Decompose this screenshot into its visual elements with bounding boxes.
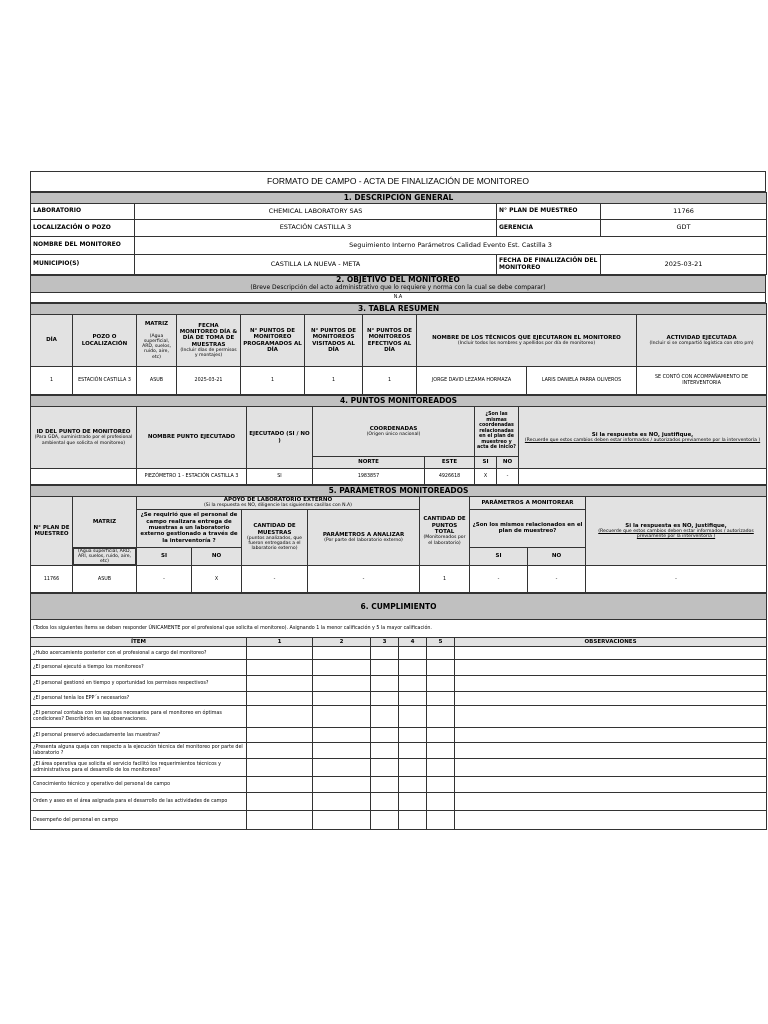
score-1-cell[interactable]	[247, 706, 313, 728]
section-puntos-monitoreados	[30, 395, 767, 485]
section3-header: 3. TABLA RESUMEN	[31, 304, 767, 315]
cell-si: -	[137, 566, 192, 593]
table-row	[31, 692, 767, 706]
item-text: ¿Hubo acercamiento posterior con el profesional a cargo del monitoreo?	[31, 647, 247, 660]
cell-programados: 1	[241, 367, 305, 395]
section-parametros-monitoreados	[30, 485, 767, 593]
score-5-cell[interactable]	[427, 706, 455, 728]
col-tecnicos	[417, 315, 637, 367]
score-1-cell[interactable]	[247, 660, 313, 676]
col-mismos: ¿Son los mismos relacionados en el plan de muestreo?	[470, 509, 586, 547]
col-mismas-coordenadas: ¿Son las mismas coordenadas relacionadas en el plan de muestreo y acta de inicio?	[475, 407, 519, 457]
monitoreo-label: NOMBRE DEL MONITOREO	[31, 237, 135, 255]
col-apoyo	[137, 497, 420, 510]
cell-fecha: 2025-03-21	[177, 367, 241, 395]
cell-matriz: ASUB	[137, 367, 177, 395]
section-objetivo	[30, 275, 766, 303]
score-3-cell[interactable]	[371, 660, 399, 676]
col-justifique-sub: (Recuerde que estos cambios deben estar informados / autorizados previamente por la interventoría )	[524, 438, 761, 444]
col-tecnicos-title: NOMBRE DE LOS TÉCNICOS QUE EJECUTARON EL MONITOREO	[432, 334, 621, 341]
score-2-cell[interactable]	[313, 692, 371, 706]
score-1-cell[interactable]	[247, 676, 313, 692]
table-row	[31, 469, 767, 485]
score-3-cell[interactable]	[371, 692, 399, 706]
col-justifique-sub: (Recuerde que estos cambios deben estar informados / autorizados previamente por la interventoría )	[598, 529, 754, 540]
col-monitorear: PARÁMETROS A MONITOREAR	[470, 497, 586, 510]
score-2-cell[interactable]	[313, 777, 371, 793]
col-no: NO	[192, 547, 242, 566]
col-total-title: CANTIDAD DE PUNTOS TOTAL	[423, 516, 466, 536]
cell-nombre: PIEZÓMETRO 1 - ESTACIÓN CASTILLA 3	[137, 469, 247, 485]
score-3-cell[interactable]	[371, 777, 399, 793]
col-parametros-sub: (Por parte del laboratorio externo)	[324, 538, 403, 544]
fecha-label: FECHA DE FINALIZACIÓN DEL MONITOREO	[497, 255, 601, 275]
score-4-cell[interactable]	[399, 743, 427, 759]
col-id-title: ID DEL PUNTO DE MONITOREO	[36, 429, 131, 436]
score-2-cell[interactable]	[313, 706, 371, 728]
col-fecha	[177, 315, 241, 367]
cell-no: X	[192, 566, 242, 593]
score-2-cell[interactable]	[313, 676, 371, 692]
cell-si: X	[475, 469, 497, 485]
cell-justifique	[519, 469, 767, 485]
score-1-cell[interactable]	[247, 692, 313, 706]
score-2-cell[interactable]	[313, 793, 371, 811]
table-row	[31, 706, 767, 728]
col-score-1: 1	[247, 638, 313, 647]
score-4-cell[interactable]	[399, 728, 427, 743]
cell-tecnico-1: JORGE DAVID LEZAMA HORMAZA	[417, 367, 527, 395]
col-coordenadas-title: COORDENADAS	[369, 425, 418, 432]
score-4-cell[interactable]	[399, 706, 427, 728]
score-5-cell[interactable]	[427, 728, 455, 743]
localizacion-value: ESTACIÓN CASTILLA 3	[135, 220, 497, 237]
col-visitados: N° PUNTOS DE MONITOREOS VISITADOS AL DÍA	[305, 315, 363, 367]
score-1-cell[interactable]	[247, 759, 313, 777]
col-justifique	[586, 497, 767, 566]
table-row	[31, 367, 767, 395]
fecha-value: 2025-03-21	[601, 255, 767, 275]
municipio-value: CASTILLA LA NUEVA - META	[135, 255, 497, 275]
score-2-cell[interactable]	[313, 811, 371, 830]
score-3-cell[interactable]	[371, 811, 399, 830]
section2-subtitle: (Breve Descripción del acto administrativo que lo requiere y norma con la cual se debe comparar)	[250, 283, 546, 291]
score-4-cell[interactable]	[399, 647, 427, 660]
score-3-cell[interactable]	[371, 706, 399, 728]
table-row	[31, 777, 767, 793]
col-norte: NORTE	[313, 457, 425, 469]
monitoreo-value: Seguimiento Interno Parámetros Calidad Evento Est. Castilla 3	[135, 237, 767, 255]
cell-efectivos: 1	[363, 367, 417, 395]
col-coordenadas	[313, 407, 475, 457]
col-item: ÍTEM	[31, 638, 247, 647]
score-4-cell[interactable]	[399, 777, 427, 793]
observaciones-cell[interactable]	[455, 811, 767, 830]
col-mismos-no: NO	[528, 547, 586, 566]
cell-actividad: SE CONTÓ CON ACOMPAÑAMIENTO DE INTERVENTORIA	[637, 367, 767, 395]
col-dia: DÍA	[31, 315, 73, 367]
col-plan: N° PLAN DE MUESTREO	[31, 497, 73, 566]
col-cantidad-title: CANTIDAD DE MUESTRAS	[253, 523, 296, 536]
col-programados: N° PUNTOS DE MONITOREO PROGRAMADOS AL DÍA	[241, 315, 305, 367]
score-2-cell[interactable]	[313, 743, 371, 759]
col-si: SI	[137, 547, 192, 566]
observaciones-cell[interactable]	[455, 793, 767, 811]
col-cantidad-sub: (puntos analizados, que fueron entregadas a el laboratorio externo)	[246, 535, 302, 552]
cell-total: 1	[420, 566, 470, 593]
score-5-cell[interactable]	[427, 811, 455, 830]
score-4-cell[interactable]	[399, 759, 427, 777]
cell-id	[31, 469, 137, 485]
col-nombre-punto: NOMBRE PUNTO EJECUTADO	[137, 407, 247, 469]
col-score-3: 3	[371, 638, 399, 647]
col-justifique	[519, 407, 767, 469]
item-text: Orden y aseo en el área asignada para el desarrollo de las actividades de campo	[31, 793, 247, 811]
col-tecnicos-sub: (Incluir todos los nombres y apellidos por día de monitoreo)	[457, 341, 596, 347]
score-5-cell[interactable]	[427, 676, 455, 692]
section2-title: 2. OBJETIVO DEL MONITOREO	[336, 275, 460, 285]
score-3-cell[interactable]	[371, 759, 399, 777]
score-5-cell[interactable]	[427, 777, 455, 793]
score-5-cell[interactable]	[427, 759, 455, 777]
score-1-cell[interactable]	[247, 743, 313, 759]
form-title: FORMATO DE CAMPO - ACTA DE FINALIZACIÓN DE MONITOREO	[31, 172, 766, 192]
table-row	[31, 660, 767, 676]
score-4-cell[interactable]	[399, 811, 427, 830]
col-id-sub: (Para GDA, suministrado por el profesional ambiental que solicita el monitoreo)	[34, 435, 133, 446]
col-matriz-title: MATRIZ	[144, 320, 169, 327]
cell-ejecutado: SI	[247, 469, 313, 485]
col-apoyo-title: APOYO DE LABORATORIO EXTERNO	[223, 497, 333, 503]
col-score-5: 5	[427, 638, 455, 647]
col-ejecutado: EJECUTADO (SI / NO )	[247, 407, 313, 469]
section6-header: 6. CUMPLIMIENTO	[31, 594, 767, 620]
score-4-cell[interactable]	[399, 660, 427, 676]
col-total-sub: (Monitoreados por el laboratorio)	[423, 535, 466, 546]
item-text: ¿El personal gestionó en tiempo y oportunidad los permisos respectivos?	[31, 676, 247, 692]
cell-cantidad: -	[242, 566, 308, 593]
table-row	[31, 759, 767, 777]
col-si: SI	[475, 457, 497, 469]
score-4-cell[interactable]	[399, 692, 427, 706]
observaciones-cell[interactable]	[455, 647, 767, 660]
table-row	[31, 728, 767, 743]
item-text: ¿Presenta alguna queja con respecto a la ejecución técnica del monitoreo por parte del laboratorio ?	[31, 743, 247, 759]
cell-mismos-no: -	[528, 566, 586, 593]
cell-plan: 11766	[31, 566, 73, 593]
laboratorio-value: CHEMICAL LABORATORY SAS	[135, 204, 497, 220]
observaciones-cell[interactable]	[455, 777, 767, 793]
observaciones-cell[interactable]	[455, 706, 767, 728]
col-mismos-si: SI	[470, 547, 528, 566]
cell-tecnico-2: LARIS DANIELA PARRA OLIVEROS	[527, 367, 637, 395]
observaciones-cell[interactable]	[455, 759, 767, 777]
score-1-cell[interactable]	[247, 728, 313, 743]
score-3-cell[interactable]	[371, 743, 399, 759]
col-cantidad	[242, 509, 308, 566]
cell-parametros: -	[308, 566, 420, 593]
observaciones-cell[interactable]	[455, 692, 767, 706]
score-3-cell[interactable]	[371, 793, 399, 811]
col-id-punto	[31, 407, 137, 469]
table-row	[31, 743, 767, 759]
table-row	[31, 811, 767, 830]
score-1-cell[interactable]	[247, 793, 313, 811]
col-parametros-title: PARÁMETROS A ANALIZAR	[322, 531, 405, 538]
section-tabla-resumen	[30, 303, 767, 395]
col-total	[420, 497, 470, 566]
score-5-cell[interactable]	[427, 793, 455, 811]
section2-header	[31, 276, 766, 293]
score-1-cell[interactable]	[247, 647, 313, 660]
section1-header: 1. DESCRIPCIÓN GENERAL	[31, 193, 767, 204]
section6-note: (Todos los siguientes ítems se deben responder ÚNICAMENTE por el profesional que solicita el monitoreo). Asignando 1 la menor calificación y 5 la mayor calificación.	[31, 620, 767, 638]
col-observaciones: OBSERVACIONES	[455, 638, 767, 647]
score-4-cell[interactable]	[399, 676, 427, 692]
municipio-label: MUNICIPIO(S)	[31, 255, 135, 275]
col-justifique-title: Si la respuesta es NO, justifique,	[625, 522, 727, 529]
col-parametros	[308, 509, 420, 566]
item-text: ¿El área operativa que solicita el servicio facilitó los requerimientos técnicos y administrativos para el desarrollo de los monitoreos?	[31, 759, 247, 777]
col-pozo: POZO O LOCALIZACIÓN	[73, 315, 137, 367]
table-row	[31, 793, 767, 811]
col-actividad-title: ACTIVIDAD EJECUTADA	[666, 334, 737, 341]
col-matriz-sub: (Agua superficial, ARD, suelos, ruido, aire, etc)	[142, 333, 171, 360]
col-matriz: MATRIZ	[73, 497, 137, 548]
cell-justifique: -	[586, 566, 767, 593]
col-score-4: 4	[399, 638, 427, 647]
score-5-cell[interactable]	[427, 660, 455, 676]
cell-no: -	[497, 469, 519, 485]
table-row	[31, 647, 767, 660]
acta-sheet	[30, 171, 766, 830]
col-apoyo-sub: (Si la respuesta es NO, diligencie las siguientes casillas con N.A)	[204, 503, 352, 509]
section-cumplimiento	[30, 593, 767, 830]
score-2-cell[interactable]	[313, 660, 371, 676]
section2-value: N.A	[31, 293, 766, 303]
title-table	[30, 171, 766, 192]
col-coordenadas-sub: (Origen único nacional)	[366, 432, 421, 438]
col-no: NO	[497, 457, 519, 469]
score-3-cell[interactable]	[371, 676, 399, 692]
score-2-cell[interactable]	[313, 728, 371, 743]
col-actividad	[637, 315, 767, 367]
laboratorio-label: LABORATORIO	[31, 204, 135, 220]
table-row	[31, 676, 767, 692]
item-text: ¿El personal tenía los EPP´s necesarios?	[31, 692, 247, 706]
col-actividad-sub: (Incluir si se compartió logística con otro pm)	[649, 341, 754, 347]
plan-label: N° PLAN DE MUESTREO	[497, 204, 601, 220]
score-5-cell[interactable]	[427, 647, 455, 660]
section4-header: 4. PUNTOS MONITOREADOS	[31, 396, 767, 407]
score-1-cell[interactable]	[247, 777, 313, 793]
section5-header: 5. PARÁMETROS MONITOREADOS	[31, 486, 767, 497]
score-2-cell[interactable]	[313, 647, 371, 660]
cell-mismos-si: -	[470, 566, 528, 593]
table-row	[31, 566, 767, 593]
cell-matriz: ASUB	[73, 566, 137, 593]
item-text: ¿El personal contaba con los equipos necesarios para el monitoreo en óptimas condiciones? Descríbirlos en las observaciones.	[31, 706, 247, 728]
cell-pozo: ESTACIÓN CASTILLA 3	[73, 367, 137, 395]
item-text: ¿El personal preservó adecuadamente las muestras?	[31, 728, 247, 743]
score-5-cell[interactable]	[427, 692, 455, 706]
col-requirio: ¿Se requirió que el personal de campo realizara entrega de muestras a un laboratorio externo gestionado a través de la interventoría ?	[137, 509, 242, 547]
gerencia-value: GDT	[601, 220, 767, 237]
cell-visitados: 1	[305, 367, 363, 395]
cumplimiento-items	[31, 647, 767, 830]
col-matriz	[137, 315, 177, 367]
score-3-cell[interactable]	[371, 728, 399, 743]
score-4-cell[interactable]	[399, 793, 427, 811]
item-text: Conocimiento técnico y operativo del personal de campo	[31, 777, 247, 793]
col-matriz-sub: (Agua superficial, ARD, ARI, suelos, ruido, aire, etc)	[73, 548, 136, 566]
col-score-2: 2	[313, 638, 371, 647]
score-1-cell[interactable]	[247, 811, 313, 830]
col-efectivos: N° PUNTOS DE MONITOREOS EFECTIVOS AL DÍA	[363, 315, 417, 367]
observaciones-cell[interactable]	[455, 728, 767, 743]
score-3-cell[interactable]	[371, 647, 399, 660]
item-text: Desempeño del personal en campo	[31, 811, 247, 830]
cell-este: 4926618	[425, 469, 475, 485]
section-descripcion-general	[30, 192, 767, 275]
col-fecha-sub: (Incluir días de permisos y montajes)	[180, 347, 237, 359]
col-este: ESTE	[425, 457, 475, 469]
item-text: ¿El personal ejecutó a tiempo los monitoreos?	[31, 660, 247, 676]
col-justifique-title: Si la respuesta es NO, justifique,	[591, 431, 694, 438]
gerencia-label: GERENCIA	[497, 220, 601, 237]
score-5-cell[interactable]	[427, 743, 455, 759]
observaciones-cell[interactable]	[455, 676, 767, 692]
cell-norte: 1983857	[313, 469, 425, 485]
cell-dia: 1	[31, 367, 73, 395]
localizacion-label: LOCALIZACIÓN O POZO	[31, 220, 135, 237]
col-fecha-title: FECHA MONITOREO DÍA & DÍA DE TOMA DE MUESTRAS	[179, 322, 238, 348]
plan-value: 11766	[601, 204, 767, 220]
score-2-cell[interactable]	[313, 759, 371, 777]
observaciones-cell[interactable]	[455, 660, 767, 676]
observaciones-cell[interactable]	[455, 743, 767, 759]
